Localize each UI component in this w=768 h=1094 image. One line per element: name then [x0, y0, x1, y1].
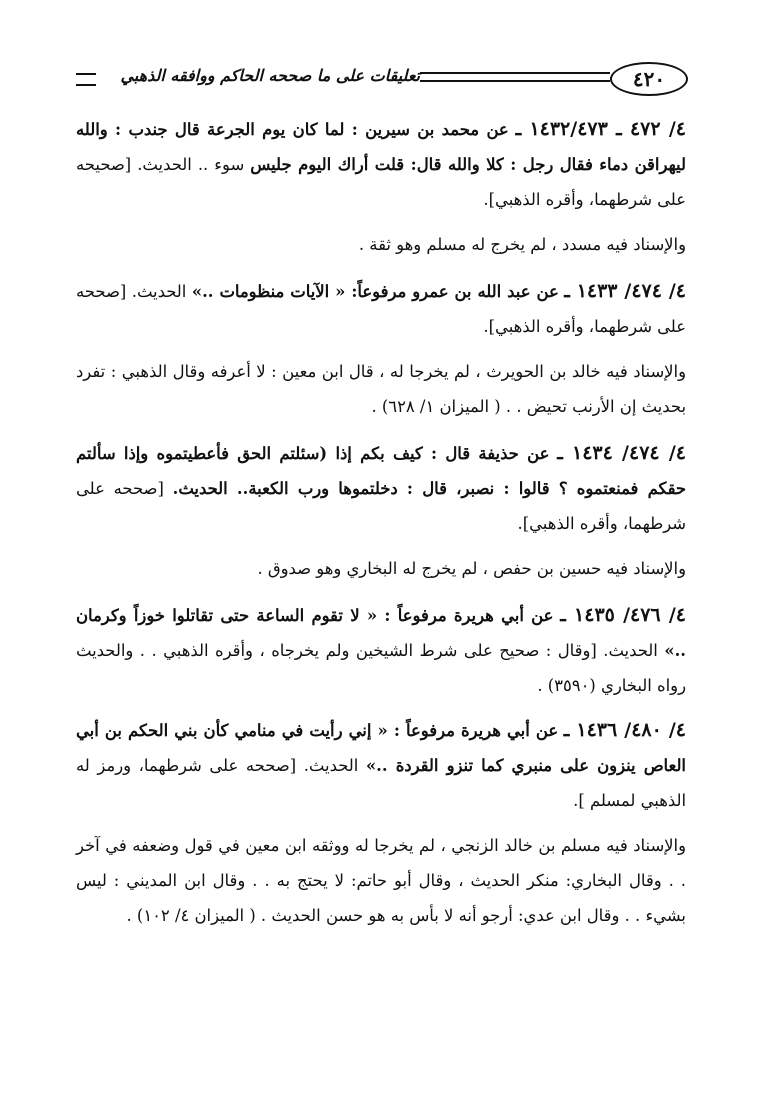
hadith-entry [76, 713, 686, 818]
hadith-reference: ٤/ ٤٨٠/ ١٤٣٦ ـ [563, 719, 686, 741]
header-rule [420, 80, 610, 82]
hadith-text: عن عبد الله بن عمرو مرفوعاً: « الآيات منظومات ..» [191, 282, 559, 301]
isnad-note: والإسناد فيه حسين بن حفص ، لم يخرج له البخاري وهو صدوق . [257, 559, 686, 578]
page-number: ٤٢٠ [610, 62, 688, 96]
hadith-reference: ٤/ ٤٧٤/ ١٤٣٣ ـ [564, 280, 687, 302]
hadith-ruling: سوء .. الحديث. [صحيحه على شرطهما، وأقره الذهبي]. [76, 155, 686, 209]
hadith-text: عن حذيفة قال : كيف بكم إذا (سئلتم الحق فأعطيتموه وإذا سألتم حقكم فمنعتموه ؟ قالوا : نصبر، قال : دخلتموها ورب الكعبة.. الحديث. [76, 444, 686, 498]
hadith-entry [76, 436, 686, 541]
header-dash-mark [76, 73, 96, 86]
hadith-ruling: الحديث. [صححه على شرطهما، ورمز له الذهبي لمسلم ]. [76, 756, 686, 810]
hadith-text: عن محمد بن سيرين : لما كان يوم الجرعة قال جندب : والله ليهراقن دماء فقال رجل : كلا والله قال: قلت أراك اليوم جليس [76, 120, 686, 174]
hadith-text: عن أبي هريرة مرفوعاً : « لا تقوم الساعة حتى تقاتلوا خوزاً وكرمان ..» [76, 606, 686, 660]
isnad-note: والإسناد فيه مسلم بن خالد الزنجي ، لم يخرجا له ووثقه ابن معين في قول وضعفه في آخر . . وقال البخاري: منكر الحديث ، وقال أبو حاتم: لا يحتج به . . وقال ابن المديني : ليس بشيء . . وقال ابن عدي: أرجو أنه لا بأس به هو حسن الحديث . ( الميزان ٤/ ١٠٢) . [76, 836, 686, 925]
header-rule [420, 72, 610, 74]
isnad-note: والإسناد فيه خالد بن الحويرث ، لم يخرجا له ، قال ابن معين : لا أعرفه وقال الذهبي : تفرد بحديث إن الأرنب تحيض . . ( الميزان ١/ ٦٢٨) . [76, 362, 686, 416]
hadith-ruling: الحديث. [صححه على شرطهما، وأقره الذهبي]. [76, 282, 686, 336]
main-text [76, 112, 686, 945]
running-header [76, 58, 688, 98]
hadith-reference: ٤/ ٤٧٢ ـ ١٤٣٢/٤٧٣ ـ [515, 118, 686, 140]
isnad-note: والإسناد فيه مسدد ، لم يخرج له مسلم وهو ثقة . [358, 235, 686, 254]
hadith-entry [76, 274, 686, 344]
hadith-entry [76, 598, 686, 703]
hadith-reference: ٤/ ٤٧٦/ ١٤٣٥ ـ [560, 604, 687, 626]
hadith-reference: ٤/ ٤٧٤/ ١٤٣٤ ـ [557, 442, 687, 464]
hadith-entry [76, 112, 686, 217]
hadith-ruling: الحديث. [وقال : صحيح على شرط الشيخين ولم يخرجاه ، وأقره الذهبي . . والحديث رواه البخاري (٣٥٩٠) . [76, 641, 686, 695]
hadith-text: عن أبي هريرة مرفوعاً : « إني رأيت في منامي كأن بني الحكم بن أبي العاص ينزون على منبري كما تنزو القردة ..» [76, 721, 686, 775]
hadith-ruling: [صححه على شرطهما، وأقره الذهبي]. [76, 479, 686, 533]
header-title: تعليقات على ما صححه الحاكم ووافقه الذهبي [120, 66, 420, 85]
